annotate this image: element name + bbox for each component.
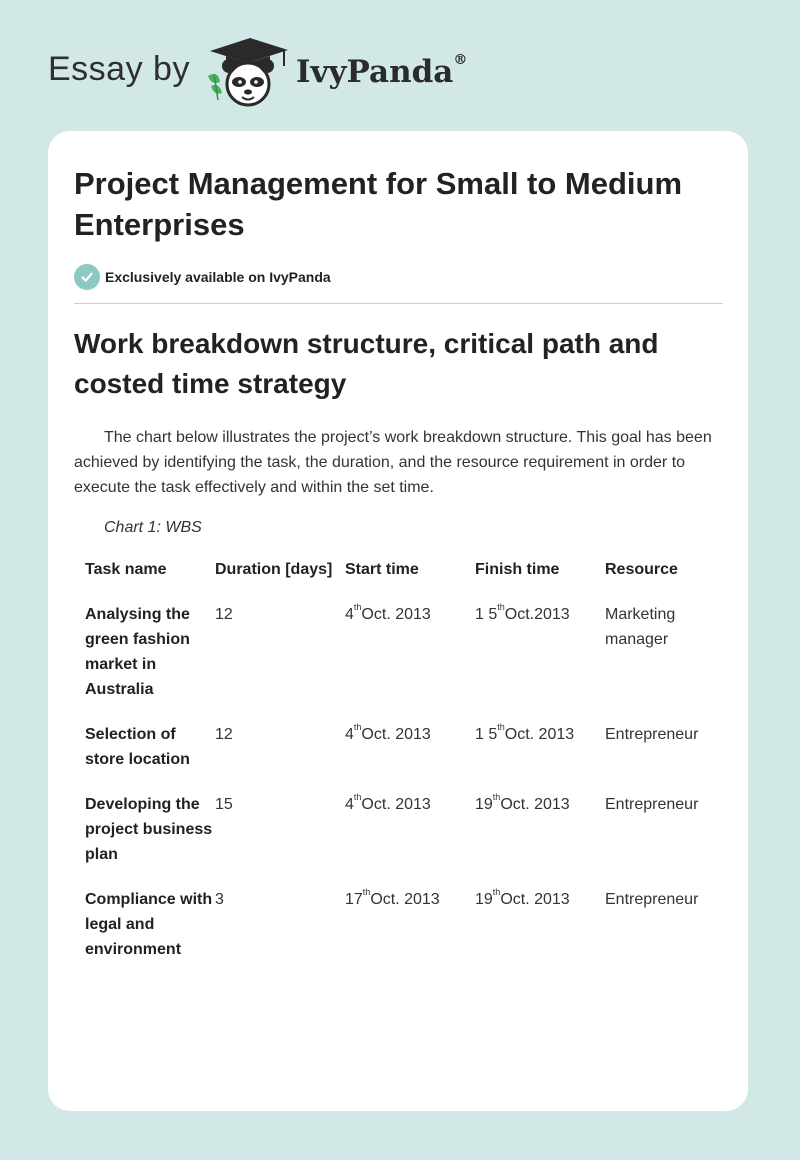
start-month: Oct. 2013	[361, 606, 431, 623]
exclusive-badge	[74, 264, 331, 290]
table-header-row	[74, 545, 724, 590]
cell-start	[345, 875, 475, 970]
start-day: 17	[345, 891, 363, 908]
start-month: Oct. 2013	[361, 726, 431, 743]
cell-finish	[475, 780, 605, 875]
cell-finish	[475, 590, 605, 710]
finish-suffix: th	[497, 722, 505, 732]
table-row	[74, 875, 724, 970]
cell-start	[345, 590, 475, 710]
cell-task: Compliance with legal and environment	[85, 891, 213, 958]
header-task-name: Task name	[85, 561, 167, 578]
header-finish-time: Finish time	[475, 561, 560, 578]
table-row	[74, 590, 724, 710]
exclusive-text: Exclusively available on IvyPanda	[105, 269, 331, 285]
finish-month: Oct. 2013	[500, 796, 570, 813]
cell-resource: Marketing manager	[605, 606, 676, 648]
wbs-table	[74, 545, 724, 970]
cell-resource: Entrepreneur	[605, 726, 699, 743]
cell-finish	[475, 875, 605, 970]
panda-graduation-cap-icon[interactable]	[204, 36, 290, 108]
finish-month: Oct. 2013	[504, 726, 575, 743]
header-duration: Duration [days]	[215, 561, 333, 578]
finish-day: 19	[475, 891, 493, 908]
finish-suffix: th	[492, 887, 501, 897]
start-day: 4	[345, 726, 354, 743]
start-day: 4	[345, 796, 354, 813]
chart-caption: Chart 1: WBS	[104, 519, 202, 536]
cell-duration: 12	[215, 726, 233, 743]
start-month: Oct. 2013	[370, 891, 440, 908]
cell-duration: 15	[215, 796, 233, 813]
section-title: Work breakdown structure, critical path and costed time strategy	[74, 328, 659, 399]
cell-finish	[475, 710, 605, 780]
brand-name[interactable]	[296, 54, 467, 90]
header-start-time: Start time	[345, 561, 419, 578]
start-suffix: th	[353, 722, 362, 732]
finish-day: 1 5	[475, 726, 498, 743]
start-suffix: th	[353, 792, 362, 802]
header-resource: Resource	[605, 561, 678, 578]
finish-day: 1 5	[475, 606, 498, 623]
finish-suffix: th	[492, 792, 501, 802]
article-card	[48, 131, 748, 1111]
cell-task: Analysing the green fashion market in Australia	[85, 606, 190, 698]
cell-resource: Entrepreneur	[605, 891, 699, 908]
table-row	[74, 710, 724, 780]
cell-task: Selection of store location	[85, 726, 190, 768]
essay-by-label: Essay by	[48, 50, 190, 88]
site-header	[48, 36, 748, 108]
cell-task: Developing the project business plan	[85, 796, 213, 863]
intro-paragraph: The chart below illustrates the project’s work breakdown structure. This goal has been achieved by identifying the task, the duration, and the resource requirement in order to execute the task effectively and within the set time.	[74, 429, 712, 496]
registered-mark: ®	[453, 52, 468, 68]
table-row	[74, 780, 724, 875]
finish-day: 19	[475, 796, 493, 813]
finish-month: Oct.2013	[504, 606, 570, 623]
finish-suffix: th	[497, 602, 505, 612]
cell-resource: Entrepreneur	[605, 796, 699, 813]
start-suffix: th	[362, 887, 371, 897]
cell-duration: 3	[215, 891, 224, 908]
check-circle-icon	[74, 264, 100, 290]
cell-start	[345, 710, 475, 780]
divider	[74, 303, 723, 304]
page-title: Project Management for Small to Medium Enterprises	[74, 166, 683, 242]
start-month: Oct. 2013	[361, 796, 431, 813]
brand-label: IvyPanda	[296, 54, 454, 90]
finish-month: Oct. 2013	[500, 891, 570, 908]
cell-duration: 12	[215, 606, 233, 623]
start-day: 4	[345, 606, 354, 623]
cell-start	[345, 780, 475, 875]
start-suffix: th	[353, 602, 362, 612]
